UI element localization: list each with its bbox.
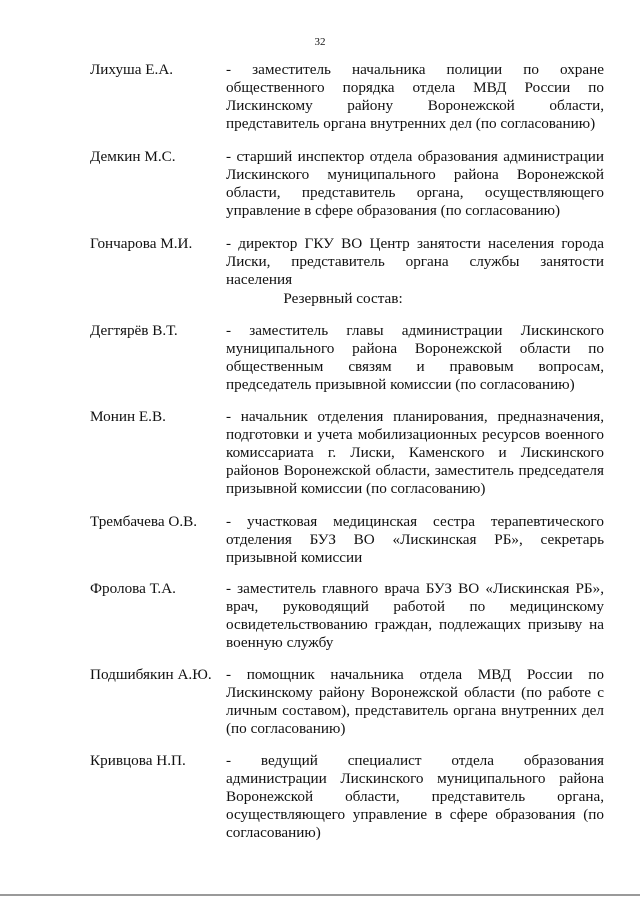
member-role: - начальник отделения планирования, предназначения, подготовки и учета мобилизационных ресурсов военного комиссариата г. Лиски, Каменского и Лискинского районов Воронежской области, заместитель председателя призывной комиссии (по согласованию) xyxy=(226,408,604,497)
page-bottom-edge xyxy=(0,894,640,896)
member-role: - старший инспектор отдела образования администрации Лискинского муниципального района Воронежской области, представитель органа, осуществляющего управление в сфере образования (по согласованию) xyxy=(226,148,604,219)
member-name: Монин Е.В. xyxy=(90,408,166,425)
member-name: Кривцова Н.П. xyxy=(90,752,186,769)
member-role: - директор ГКУ ВО Центр занятости населения города Лиски, представитель органа службы занятости населения xyxy=(226,235,604,288)
member-role: - ведущий специалист отдела образования администрации Лискинского муниципального района Воронежской области, представитель органа, осуществляющего управление в сфере образования (по согласованию) xyxy=(226,752,604,841)
page-number: 32 xyxy=(314,36,326,48)
reserve-section-title: Резервный состав: xyxy=(283,290,403,307)
member-name: Гончарова М.И. xyxy=(90,235,193,252)
member-name: Подшибякин А.Ю. xyxy=(90,666,212,683)
member-role: - заместитель главного врача БУЗ ВО «Лискинская РБ», врач, руководящий работой по медицинскому освидетельствованию граждан, подлежащих призыву на военную службу xyxy=(226,580,604,651)
member-role: - заместитель начальника полиции по охране общественного порядка отдела МВД России по Лискинскому району Воронежской области, представитель органа внутренних дел (по согласованию) xyxy=(226,61,604,132)
member-name: Демкин М.С. xyxy=(90,148,176,165)
member-name: Фролова Т.А. xyxy=(90,580,176,597)
member-name: Дегтярёв В.Т. xyxy=(90,322,178,339)
member-name: Лихуша Е.А. xyxy=(90,61,174,78)
member-role: - участковая медицинская сестра терапевтического отделения БУЗ ВО «Лискинская РБ», секретарь призывной комиссии xyxy=(226,513,604,566)
member-role: - заместитель главы администрации Лискинского муниципального района Воронежской области по общественным связям и правовым вопросам, председатель призывной комиссии (по согласованию) xyxy=(226,322,604,393)
member-name: Трембачева О.В. xyxy=(90,513,198,530)
member-role: - помощник начальника отдела МВД России по Лискинскому району Воронежской области (по работе с личным составом), представитель органа внутренних дел (по согласованию) xyxy=(226,666,604,737)
